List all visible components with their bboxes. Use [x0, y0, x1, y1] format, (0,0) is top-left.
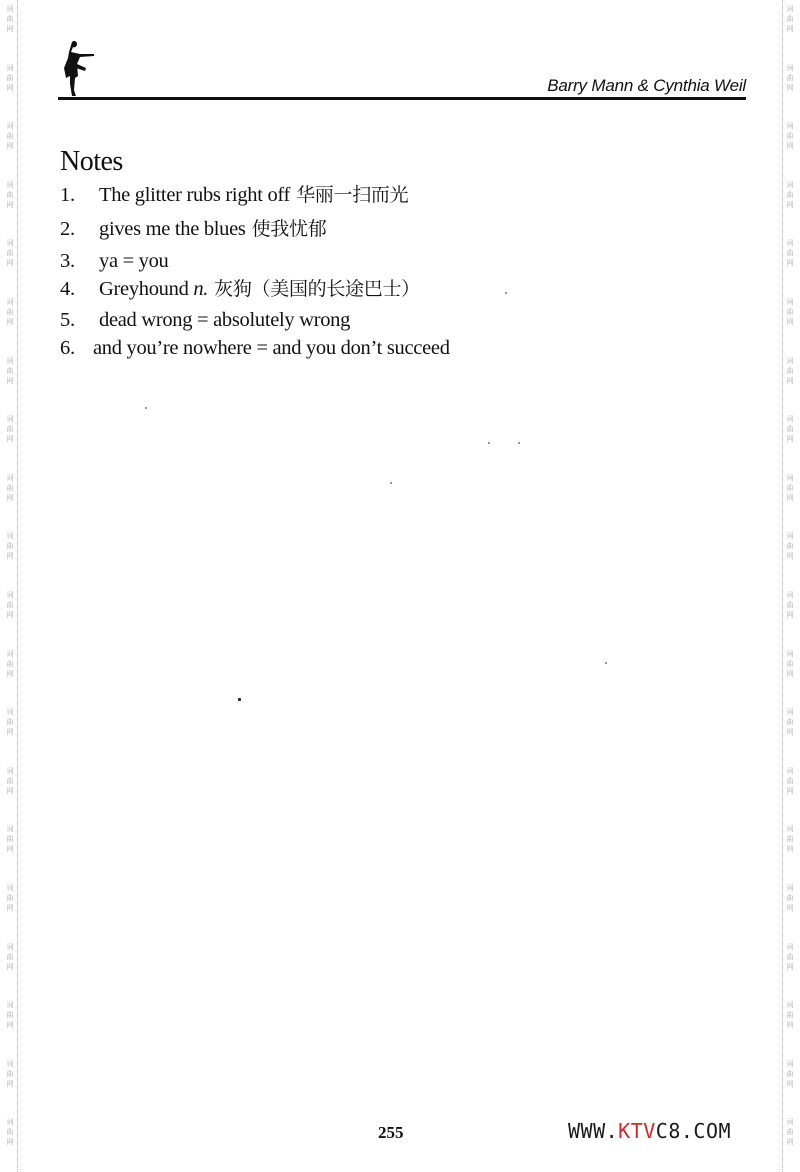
note-translation: 华丽一扫而光 — [296, 184, 409, 206]
note-number: 1. — [60, 184, 75, 206]
watermark-char: 词 — [6, 766, 14, 775]
scan-speck — [488, 442, 490, 444]
watermark-char: 曲 — [786, 600, 794, 609]
watermark-char: 词 — [6, 825, 14, 834]
watermark-char: 曲 — [6, 1011, 14, 1020]
watermark-char: 网 — [786, 435, 794, 444]
watermark-char: 词 — [6, 297, 14, 306]
watermark-char: 词 — [6, 5, 14, 13]
watermark-cell — [787, 586, 794, 645]
watermark-char: 曲 — [6, 952, 14, 961]
site-accent: KTV — [618, 1119, 656, 1143]
watermark-char: 词 — [6, 122, 14, 131]
scan-speck — [518, 442, 520, 444]
watermark-char: 词 — [6, 883, 14, 892]
note-part-of-speech: n. — [193, 278, 209, 300]
watermark-char: 词 — [786, 415, 794, 424]
watermark-char: 词 — [6, 708, 14, 717]
watermark-cell — [7, 176, 14, 235]
note-item — [60, 335, 450, 361]
watermark-char: 网 — [786, 83, 794, 92]
watermark-char: 网 — [786, 903, 794, 912]
watermark-char: 曲 — [786, 15, 794, 23]
watermark-char: 曲 — [786, 73, 794, 82]
watermark-cell — [787, 879, 794, 938]
watermark-char: 词 — [786, 708, 794, 717]
watermark-char: 网 — [786, 962, 794, 971]
watermark-char: 词 — [6, 63, 14, 72]
watermark-cell — [787, 469, 794, 528]
watermark-char: 曲 — [786, 718, 794, 727]
watermark-char: 网 — [6, 786, 14, 795]
watermark-char: 网 — [786, 1138, 794, 1147]
left-watermark-strip — [2, 0, 18, 1172]
watermark-char: 网 — [6, 1021, 14, 1030]
watermark-char: 词 — [6, 590, 14, 599]
watermark-char: 曲 — [6, 835, 14, 844]
dancer-silhouette-icon — [58, 38, 102, 98]
watermark-cell — [7, 0, 14, 59]
watermark-char: 词 — [6, 356, 14, 365]
watermark-char: 词 — [786, 825, 794, 834]
watermark-char: 曲 — [786, 835, 794, 844]
watermark-char: 网 — [6, 845, 14, 854]
watermark-char: 网 — [6, 200, 14, 209]
watermark-char: 词 — [6, 1001, 14, 1010]
right-watermark-strip — [782, 0, 798, 1172]
watermark-char: 网 — [786, 845, 794, 854]
watermark-char: 网 — [6, 669, 14, 678]
watermark-cell — [7, 469, 14, 528]
note-translation: 使我忧郁 — [251, 218, 327, 240]
watermark-char: 词 — [6, 532, 14, 541]
watermark-cell — [787, 527, 794, 586]
site-watermark — [568, 1119, 731, 1143]
watermark-char: 网 — [6, 1138, 14, 1147]
note-item — [60, 182, 408, 208]
watermark-char: 词 — [786, 5, 794, 13]
watermark-char: 曲 — [6, 132, 14, 141]
watermark-char: 曲 — [6, 483, 14, 492]
watermark-char: 词 — [6, 942, 14, 951]
note-text: The glitter rubs right off — [99, 184, 291, 206]
watermark-char: 网 — [786, 200, 794, 209]
watermark-cell — [7, 762, 14, 821]
watermark-char: 网 — [786, 669, 794, 678]
watermark-cell — [7, 352, 14, 411]
note-item — [60, 248, 169, 274]
watermark-char: 网 — [6, 142, 14, 151]
watermark-cell — [7, 938, 14, 997]
note-text: ya = you — [99, 250, 169, 272]
watermark-cell — [7, 527, 14, 586]
watermark-char: 曲 — [6, 659, 14, 668]
watermark-cell — [7, 1055, 14, 1114]
watermark-char: 曲 — [6, 307, 14, 316]
note-item — [60, 216, 326, 242]
note-text: Greyhound — [99, 278, 189, 300]
watermark-char: 网 — [786, 610, 794, 619]
watermark-cell — [787, 820, 794, 879]
watermark-char: 曲 — [786, 132, 794, 141]
watermark-char: 网 — [6, 610, 14, 619]
watermark-char: 网 — [786, 259, 794, 268]
watermark-char: 词 — [786, 63, 794, 72]
watermark-char: 曲 — [6, 1128, 14, 1137]
watermark-char: 网 — [6, 903, 14, 912]
watermark-char: 网 — [6, 552, 14, 561]
watermark-cell — [7, 59, 14, 118]
watermark-char: 网 — [786, 552, 794, 561]
watermark-cell — [787, 352, 794, 411]
watermark-char: 网 — [786, 25, 794, 33]
watermark-char: 网 — [786, 786, 794, 795]
watermark-char: 网 — [786, 142, 794, 151]
watermark-char: 网 — [786, 1079, 794, 1088]
watermark-char: 曲 — [6, 73, 14, 82]
watermark-cell — [787, 234, 794, 293]
watermark-char: 曲 — [6, 776, 14, 785]
note-number: 4. — [60, 278, 75, 300]
watermark-char: 曲 — [786, 776, 794, 785]
watermark-char: 网 — [786, 317, 794, 326]
watermark-cell — [7, 645, 14, 704]
scan-speck — [145, 407, 147, 409]
scan-speck — [390, 482, 392, 484]
watermark-char: 网 — [6, 1079, 14, 1088]
watermark-char: 词 — [786, 1118, 794, 1127]
watermark-cell — [787, 703, 794, 762]
watermark-cell — [787, 1113, 794, 1172]
note-text: dead wrong = absolutely wrong — [99, 309, 351, 331]
watermark-cell — [787, 645, 794, 704]
watermark-char: 曲 — [6, 366, 14, 375]
watermark-char: 曲 — [6, 249, 14, 258]
watermark-char: 词 — [786, 297, 794, 306]
note-number: 2. — [60, 218, 75, 240]
watermark-char: 曲 — [6, 15, 14, 23]
watermark-cell — [7, 410, 14, 469]
watermark-cell — [7, 879, 14, 938]
watermark-cell — [787, 762, 794, 821]
scan-speck — [238, 698, 241, 701]
site-suffix: C8.COM — [655, 1119, 732, 1143]
watermark-char: 网 — [6, 962, 14, 971]
watermark-cell — [787, 996, 794, 1055]
watermark-char: 网 — [6, 493, 14, 502]
watermark-char: 词 — [786, 649, 794, 658]
watermark-char: 网 — [6, 83, 14, 92]
watermark-char: 词 — [6, 415, 14, 424]
watermark-char: 词 — [6, 649, 14, 658]
watermark-char: 曲 — [6, 718, 14, 727]
watermark-cell — [787, 0, 794, 59]
header-rule — [58, 97, 746, 100]
watermark-cell — [787, 117, 794, 176]
watermark-char: 网 — [786, 728, 794, 737]
note-item — [60, 307, 350, 333]
watermark-cell — [7, 703, 14, 762]
watermark-char: 词 — [786, 532, 794, 541]
watermark-cell — [787, 410, 794, 469]
watermark-char: 词 — [786, 239, 794, 248]
watermark-char: 网 — [786, 493, 794, 502]
watermark-char: 曲 — [6, 542, 14, 551]
watermark-cell — [7, 117, 14, 176]
watermark-char: 词 — [6, 1059, 14, 1068]
note-text: and you’re nowhere = and you don’t succeed — [93, 337, 450, 359]
watermark-char: 词 — [786, 180, 794, 189]
watermark-char: 网 — [6, 728, 14, 737]
header-author: Barry Mann & Cynthia Weil — [547, 76, 746, 95]
watermark-char: 网 — [6, 259, 14, 268]
watermark-char: 词 — [786, 473, 794, 482]
note-translation: 灰狗（美国的长途巴士） — [214, 278, 420, 300]
watermark-char: 曲 — [786, 425, 794, 434]
watermark-char: 词 — [6, 1118, 14, 1127]
watermark-cell — [787, 1055, 794, 1114]
watermark-char: 曲 — [786, 1011, 794, 1020]
watermark-char: 网 — [6, 435, 14, 444]
watermark-char: 曲 — [786, 249, 794, 258]
watermark-cell — [7, 586, 14, 645]
watermark-char: 曲 — [786, 483, 794, 492]
watermark-char: 曲 — [6, 893, 14, 902]
watermark-char: 曲 — [786, 366, 794, 375]
note-number: 5. — [60, 309, 75, 331]
watermark-char: 词 — [786, 766, 794, 775]
site-prefix: WWW. — [568, 1119, 619, 1143]
note-number: 6. — [60, 337, 75, 359]
watermark-char: 词 — [6, 239, 14, 248]
watermark-char: 曲 — [6, 190, 14, 199]
watermark-cell — [7, 1113, 14, 1172]
watermark-char: 词 — [786, 356, 794, 365]
note-text: gives me the blues — [99, 218, 246, 240]
watermark-cell — [7, 234, 14, 293]
watermark-char: 曲 — [786, 307, 794, 316]
watermark-cell — [787, 59, 794, 118]
watermark-char: 曲 — [786, 952, 794, 961]
watermark-char: 曲 — [6, 600, 14, 609]
watermark-char: 曲 — [786, 1069, 794, 1078]
notes-title: Notes — [60, 146, 123, 177]
watermark-cell — [787, 938, 794, 997]
watermark-char: 词 — [6, 473, 14, 482]
watermark-char: 词 — [786, 883, 794, 892]
watermark-char: 网 — [6, 317, 14, 326]
watermark-char: 曲 — [786, 190, 794, 199]
watermark-cell — [7, 996, 14, 1055]
watermark-char: 词 — [786, 1059, 794, 1068]
watermark-cell — [787, 176, 794, 235]
note-number: 3. — [60, 250, 75, 272]
watermark-char: 词 — [6, 180, 14, 189]
page-number: 255 — [378, 1123, 404, 1142]
watermark-char: 曲 — [786, 659, 794, 668]
watermark-char: 词 — [786, 1001, 794, 1010]
watermark-char: 曲 — [6, 425, 14, 434]
watermark-cell — [7, 293, 14, 352]
watermark-char: 词 — [786, 122, 794, 131]
watermark-char: 曲 — [786, 542, 794, 551]
watermark-char: 网 — [786, 376, 794, 385]
watermark-char: 曲 — [786, 1128, 794, 1137]
watermark-char: 词 — [786, 942, 794, 951]
watermark-cell — [787, 293, 794, 352]
watermark-char: 曲 — [6, 1069, 14, 1078]
watermark-char: 曲 — [786, 893, 794, 902]
scan-speck — [605, 662, 607, 664]
watermark-char: 网 — [6, 376, 14, 385]
note-item — [60, 276, 420, 302]
watermark-cell — [7, 820, 14, 879]
watermark-char: 词 — [786, 590, 794, 599]
scan-speck — [505, 292, 507, 294]
watermark-char: 网 — [786, 1021, 794, 1030]
watermark-char: 网 — [6, 25, 14, 33]
